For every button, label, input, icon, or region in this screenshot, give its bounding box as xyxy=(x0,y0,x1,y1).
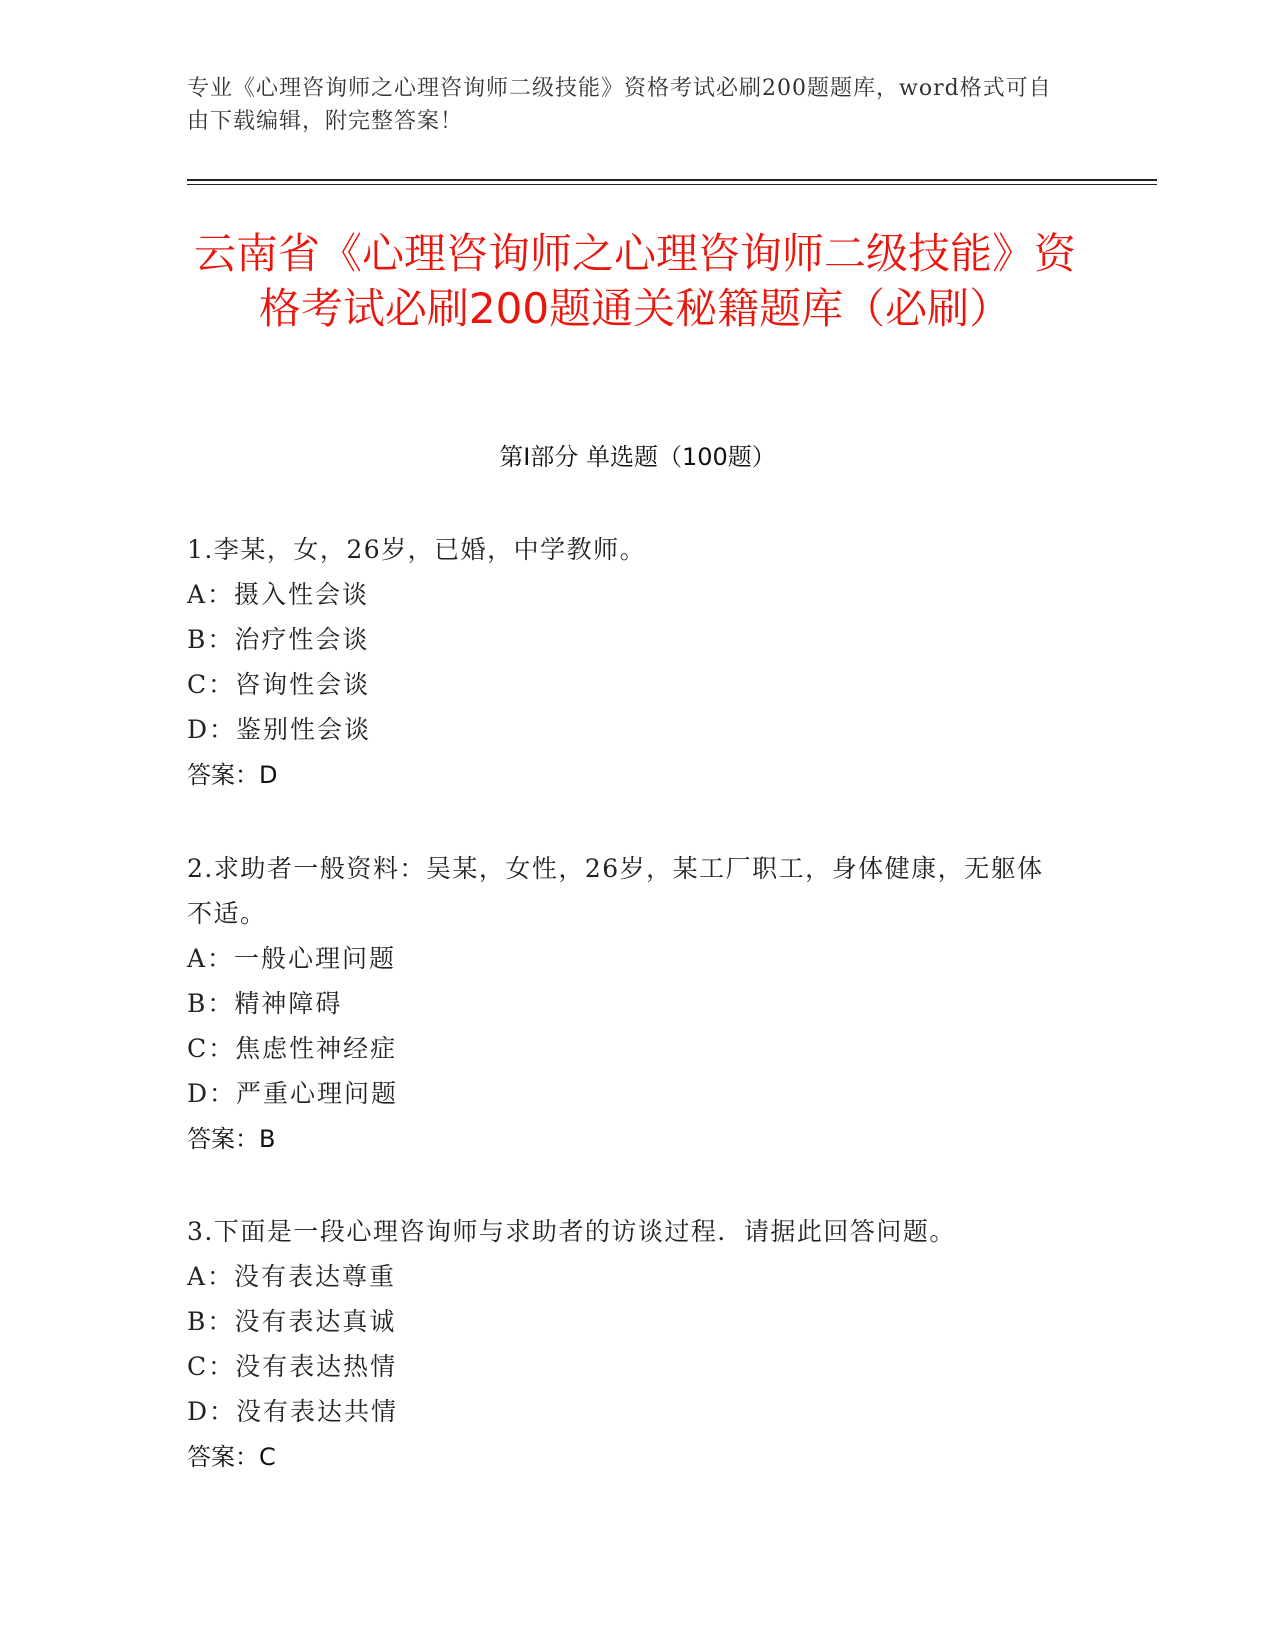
option-b: B：精神障碍 xyxy=(187,989,343,1018)
question-stem: 1.李某，女，26岁，已婚，中学教师。 xyxy=(187,535,647,564)
question-stem: 2.求助者一般资料：吴某，女性，26岁，某工厂职工，身体健康，无躯体不适。 xyxy=(187,854,1044,928)
answer-line: 答案：C xyxy=(187,1443,276,1471)
question-stem: 3.下面是一段心理咨询师与求助者的访谈过程．请据此回答问题。 xyxy=(187,1217,956,1246)
option-a: A：一般心理问题 xyxy=(187,944,397,973)
option-b: B：治疗性会谈 xyxy=(187,625,370,654)
option-a: A：没有表达尊重 xyxy=(187,1262,397,1291)
header-note: 专业《心理咨询师之心理咨询师二级技能》资格考试必刷200题题库，word格式可自由下载编辑，附完整答案！ xyxy=(187,76,1052,134)
option-d: D：鉴别性会谈 xyxy=(187,715,372,744)
question-block xyxy=(187,527,1067,798)
option-c: C：没有表达热情 xyxy=(187,1352,398,1381)
option-d: D：没有表达共情 xyxy=(187,1397,399,1426)
header-divider-thin xyxy=(187,184,1157,185)
question-block xyxy=(187,846,1067,1162)
answer-line: 答案：D xyxy=(187,761,278,789)
option-d: D：严重心理问题 xyxy=(187,1079,399,1108)
option-b: B：没有表达真诚 xyxy=(187,1307,397,1336)
option-c: C：焦虑性神经症 xyxy=(187,1034,398,1063)
option-a: A：摄入性会谈 xyxy=(187,580,370,609)
document-title: 云南省《心理咨询师之心理咨询师二级技能》资格考试必刷200题通关秘籍题库（必刷） xyxy=(193,229,1076,333)
answer-line: 答案：B xyxy=(187,1125,276,1153)
section-title: 第Ⅰ部分 单选题（100题） xyxy=(499,443,776,471)
question-block xyxy=(187,1209,1067,1480)
header-divider-thick xyxy=(187,179,1157,181)
option-c: C：咨询性会谈 xyxy=(187,670,371,699)
